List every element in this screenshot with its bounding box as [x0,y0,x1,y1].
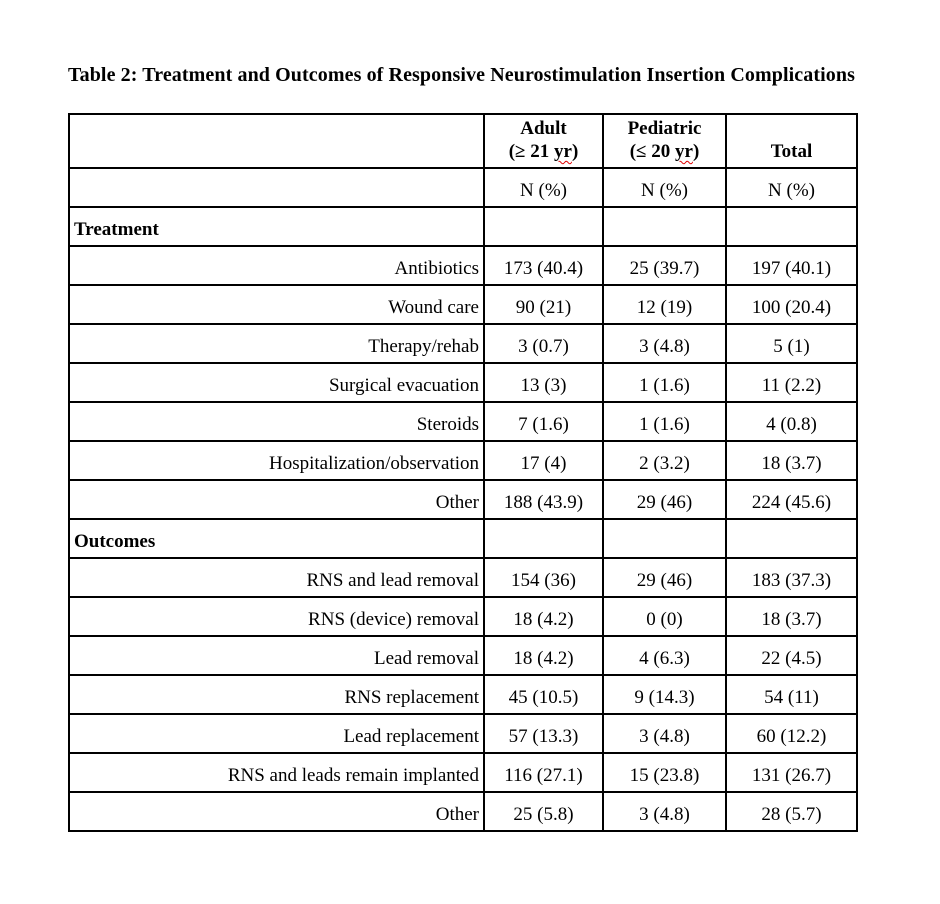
adult-value-cell: 173 (40.4) [484,246,603,285]
table-header-row [69,114,857,168]
corner-unit-cell [69,168,484,207]
pediatric-value-cell: 3 (4.8) [603,792,726,831]
row-label-cell: RNS (device) removal [69,597,484,636]
row-label-cell: Other [69,480,484,519]
adult-header-line2-suffix: ) [571,141,579,163]
total-value-cell: 4 (0.8) [726,402,857,441]
table-row [69,246,857,285]
total-value-cell: 18 (3.7) [726,597,857,636]
table-row [69,636,857,675]
row-label-cell: Antibiotics [69,246,484,285]
adult-value-cell: 7 (1.6) [484,402,603,441]
row-label-cell: Therapy/rehab [69,324,484,363]
pediatric-unit-cell: N (%) [603,168,726,207]
total-value-cell: 28 (5.7) [726,792,857,831]
treatment-outcomes-table [68,113,858,832]
adult-unit-cell: N (%) [484,168,603,207]
adult-value-cell: 13 (3) [484,363,603,402]
row-label-cell: Hospitalization/observation [69,441,484,480]
total-value-cell: 18 (3.7) [726,441,857,480]
row-label-cell: Wound care [69,285,484,324]
adult-value-cell: 25 (5.8) [484,792,603,831]
total-value-cell: 60 (12.2) [726,714,857,753]
misspelled-word-yr: yr [554,141,572,163]
pediatric-value-cell: 12 (19) [603,285,726,324]
pediatric-value-cell: 3 (4.8) [603,714,726,753]
total-value-cell: 100 (20.4) [726,285,857,324]
pediatric-value-cell: 3 (4.8) [603,324,726,363]
adult-value-cell [484,207,603,246]
adult-value-cell: 116 (27.1) [484,753,603,792]
pediatric-value-cell [603,207,726,246]
pediatric-value-cell: 9 (14.3) [603,675,726,714]
adult-value-cell: 90 (21) [484,285,603,324]
section-header-cell: Treatment [69,207,484,246]
pediatric-value-cell: 1 (1.6) [603,402,726,441]
total-column-header: Total [726,114,857,168]
total-value-cell: 11 (2.2) [726,363,857,402]
row-label-cell: Surgical evacuation [69,363,484,402]
adult-header-line2-prefix: (≥ 21 [508,141,554,163]
adult-value-cell: 18 (4.2) [484,636,603,675]
total-value-cell: 197 (40.1) [726,246,857,285]
table-row [69,675,857,714]
misspelled-word-yr: yr [675,141,693,163]
section-header-cell: Outcomes [69,519,484,558]
adult-value-cell: 188 (43.9) [484,480,603,519]
pediatric-header-line2-prefix: (≤ 20 [629,141,675,163]
adult-value-cell: 57 (13.3) [484,714,603,753]
table-row [69,597,857,636]
table-caption: Table 2: Treatment and Outcomes of Responsive Neurostimulation Insertion Complications [68,64,855,86]
adult-value-cell: 154 (36) [484,558,603,597]
total-value-cell [726,519,857,558]
adult-header-line1: Adult [520,118,567,139]
row-label-cell: RNS and lead removal [69,558,484,597]
total-value-cell: 54 (11) [726,675,857,714]
row-label-cell: RNS and leads remain implanted [69,753,484,792]
pediatric-value-cell: 15 (23.8) [603,753,726,792]
row-label-cell: Other [69,792,484,831]
adult-value-cell: 17 (4) [484,441,603,480]
table-row [69,402,857,441]
adult-value-cell: 3 (0.7) [484,324,603,363]
pediatric-value-cell: 29 (46) [603,558,726,597]
row-label-cell: Lead removal [69,636,484,675]
total-value-cell: 224 (45.6) [726,480,857,519]
row-label-cell: RNS replacement [69,675,484,714]
adult-value-cell: 18 (4.2) [484,597,603,636]
pediatric-value-cell: 2 (3.2) [603,441,726,480]
unit-row [69,168,857,207]
total-value-cell [726,207,857,246]
table-row [69,558,857,597]
table-row [69,753,857,792]
row-label-cell: Lead replacement [69,714,484,753]
total-unit-cell: N (%) [726,168,857,207]
corner-header-cell [69,114,484,168]
adult-value-cell [484,519,603,558]
table-row [69,324,857,363]
table-row [69,480,857,519]
total-value-cell: 22 (4.5) [726,636,857,675]
table-row [69,285,857,324]
pediatric-header-line2-suffix: ) [692,141,700,163]
total-value-cell: 183 (37.3) [726,558,857,597]
table-row [69,363,857,402]
section-row-outcomes [69,519,857,558]
total-value-cell: 131 (26.7) [726,753,857,792]
pediatric-value-cell: 0 (0) [603,597,726,636]
pediatric-column-header [603,114,726,168]
pediatric-value-cell: 29 (46) [603,480,726,519]
pediatric-value-cell: 4 (6.3) [603,636,726,675]
total-value-cell: 5 (1) [726,324,857,363]
adult-value-cell: 45 (10.5) [484,675,603,714]
adult-column-header [484,114,603,168]
row-label-cell: Steroids [69,402,484,441]
pediatric-value-cell: 25 (39.7) [603,246,726,285]
section-row-treatment [69,207,857,246]
table-row [69,714,857,753]
table-row [69,441,857,480]
pediatric-value-cell [603,519,726,558]
pediatric-header-line1: Pediatric [627,118,702,139]
pediatric-value-cell: 1 (1.6) [603,363,726,402]
table-row [69,792,857,831]
